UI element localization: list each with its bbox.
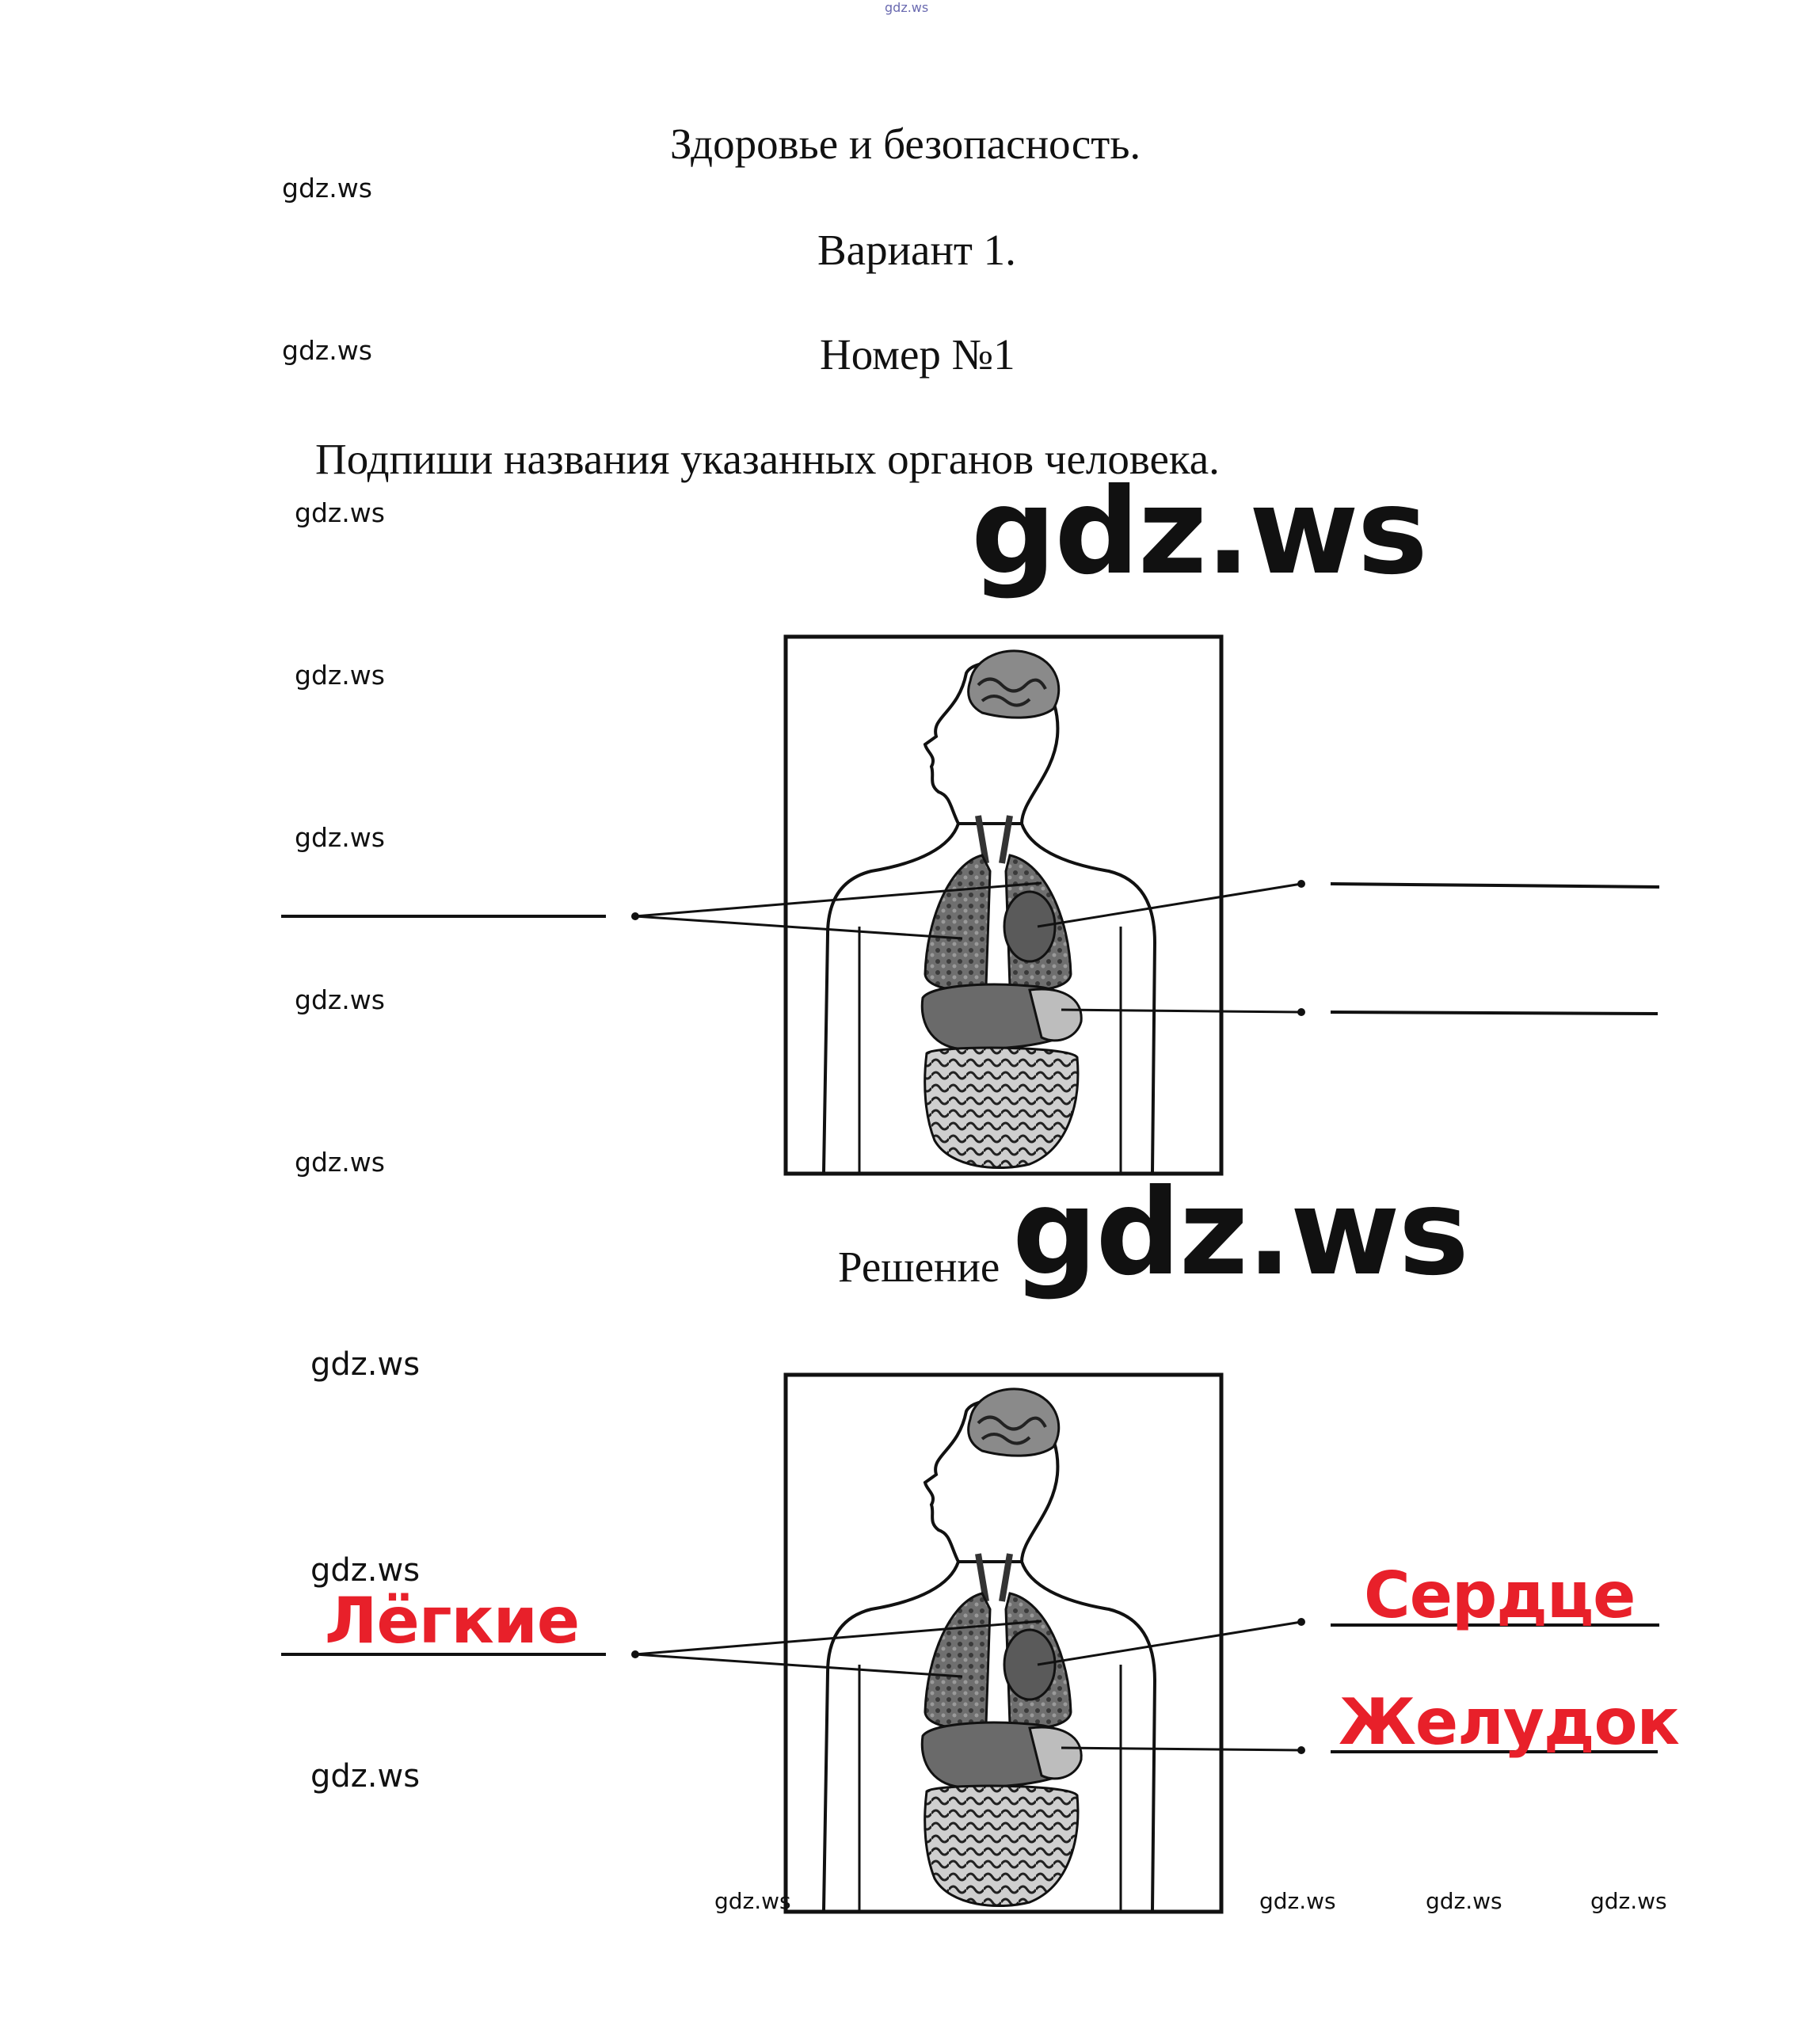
answer-lungs: Лёгкие [325, 1584, 580, 1658]
watermark: gdz.ws [295, 660, 385, 691]
top-watermark: gdz.ws [885, 0, 929, 15]
watermark: gdz.ws [1590, 1888, 1667, 1914]
anatomy-figure-task [269, 626, 1679, 1196]
watermark: gdz.ws [310, 1758, 421, 1795]
watermark: gdz.ws [282, 173, 372, 204]
brain [969, 1389, 1059, 1456]
variant-heading: Вариант 1. [817, 226, 1016, 274]
answer-line-heart [1331, 884, 1659, 887]
heart [1004, 1630, 1055, 1700]
watermark: gdz.ws [295, 984, 385, 1015]
brain [969, 651, 1059, 717]
watermark: gdz.ws [310, 1552, 421, 1589]
watermark: gdz.ws [1426, 1888, 1502, 1914]
watermark: gdz.ws [714, 1888, 791, 1914]
answer-stomach: Желудок [1339, 1685, 1679, 1759]
number-heading: Номер №1 [820, 330, 1015, 379]
watermark: gdz.ws [295, 1147, 385, 1178]
watermark: gdz.ws [1259, 1888, 1336, 1914]
answer-line-stomach [1331, 1012, 1658, 1014]
task-text: Подпиши названия указанных органов человека. [315, 435, 1220, 483]
big-watermark: gdz.ws [971, 463, 1426, 601]
watermark: gdz.ws [282, 335, 372, 366]
watermark: gdz.ws [295, 822, 385, 853]
answer-heart: Сердце [1364, 1559, 1636, 1632]
watermark: gdz.ws [310, 1346, 421, 1383]
page-title: Здоровье и безопасность. [670, 120, 1141, 168]
watermark: gdz.ws [295, 497, 385, 528]
big-watermark: gdz.ws [1012, 1164, 1468, 1302]
heart [1004, 892, 1055, 961]
solution-label: Решение [838, 1243, 1000, 1291]
